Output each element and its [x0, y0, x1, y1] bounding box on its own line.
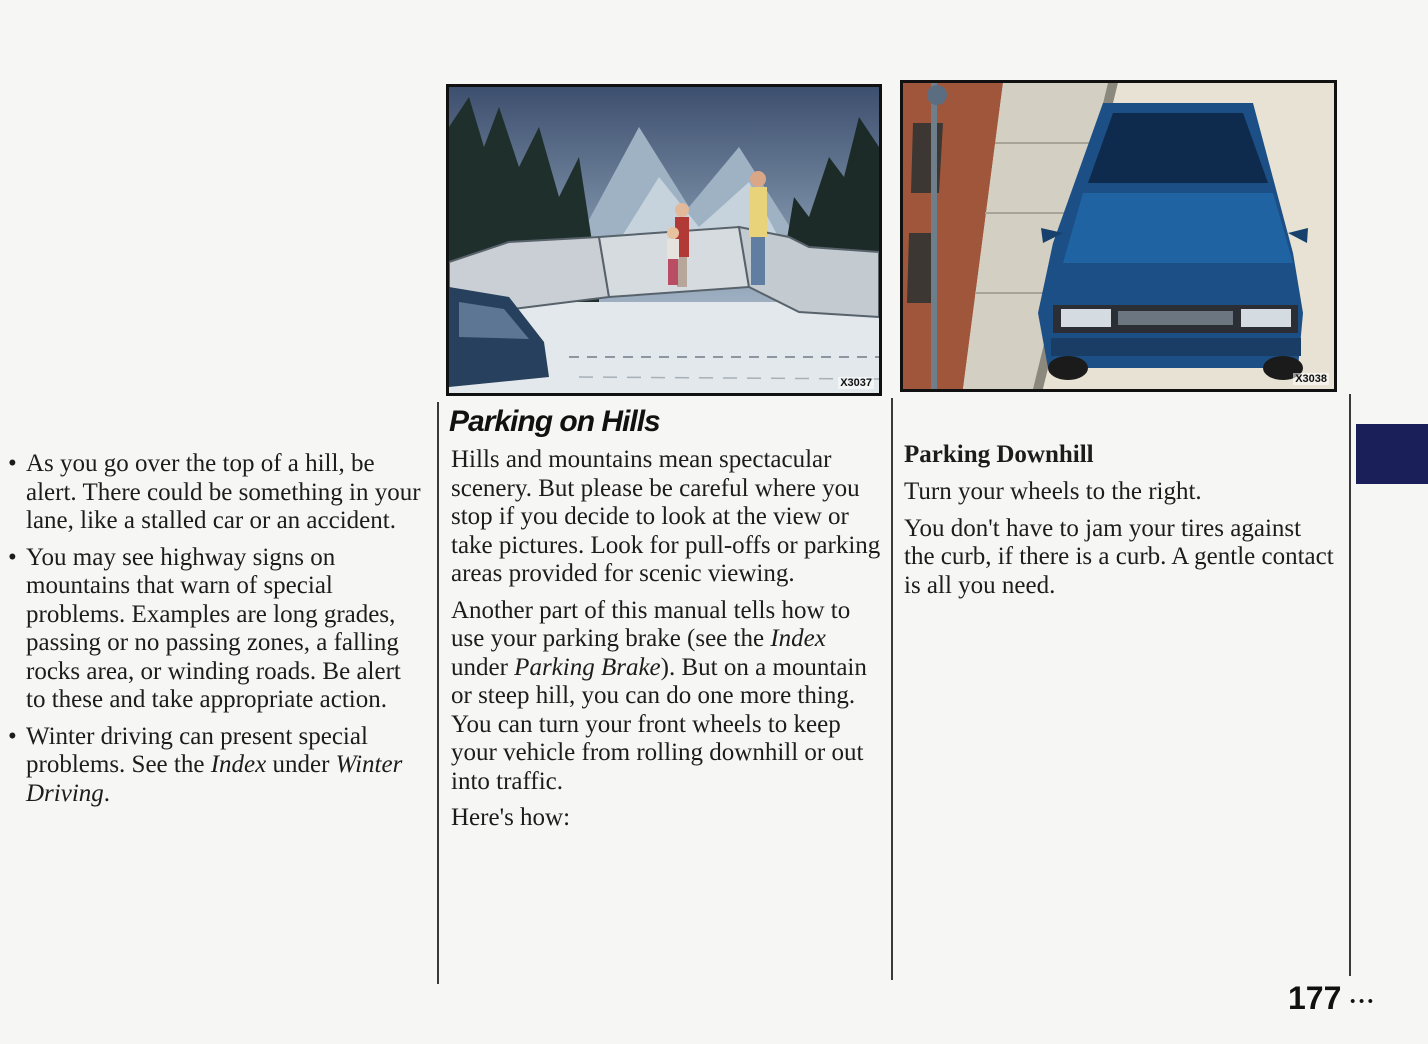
right-column-text: [904, 440, 1336, 608]
paragraph-text: Another part of this manual tells how to use your parking brake (see the: [451, 596, 851, 652]
paragraph: Hills and mountains mean spectacular scenery. But please be careful where you stop if you decide to look at the view or take pictures. Look for pull-offs or parking areas provided for scenic viewing.: [451, 446, 881, 587]
list-item-text: .: [103, 779, 111, 807]
column-divider-left: [437, 402, 439, 984]
scenic-overlook-illustration: [446, 84, 882, 396]
list-item: [6, 544, 421, 715]
figure-code-left: X3037: [840, 377, 872, 389]
figure-code-right: X3038: [1295, 373, 1327, 385]
paragraph-text: ). But on a mountain or steep hill, you can do one more thing. You can turn your front wheels to keep your vehicle from rolling downhill or out into traffic.: [451, 653, 867, 795]
list-item-text: You may see highway signs on mountains that warn of special problems. Examples are long grades, passing or no passing zones, a falling rocks area, or winding roads. Be alert to these and take appropriate action.: [26, 543, 401, 713]
bullet-icon: •: [8, 722, 17, 750]
bullet-icon: •: [8, 450, 17, 477]
winter-driving-reference: Winter Driving: [26, 751, 403, 807]
parking-brake-reference: Parking Brake: [514, 653, 661, 681]
page-number-value: 177: [1288, 980, 1342, 1016]
index-reference: Index: [210, 751, 267, 778]
list-item-text: under: [266, 751, 336, 778]
hill-driving-tips-list: [6, 450, 421, 816]
subheading: Parking Downhill: [904, 441, 1094, 468]
paragraph: Here's how:: [451, 804, 571, 831]
column-divider-middle: [891, 398, 893, 980]
paragraph: Turn your wheels to the right.: [904, 478, 1202, 505]
paragraph: [451, 597, 883, 797]
page-number-dots: • • •: [1350, 992, 1373, 1009]
list-item: [6, 450, 421, 536]
paragraph-text: under: [451, 653, 515, 681]
list-item: [6, 723, 421, 809]
section-tab-marker: [1356, 424, 1428, 484]
section-heading: Parking on Hills: [449, 405, 660, 438]
bullet-icon: •: [8, 543, 17, 571]
car-parked-downhill-illustration: [900, 80, 1337, 392]
list-item-text: As you go over the top of a hill, be alert. There could be something in your lane, like a stalled car or an accident.: [26, 450, 421, 534]
page-number: [1288, 980, 1373, 1017]
index-reference: Index: [770, 625, 826, 652]
middle-column-text: [451, 446, 883, 841]
paragraph: You don't have to jam your tires against the curb, if there is a curb. A gentle contact is all you need.: [904, 514, 1334, 599]
list-item-text: Winter driving can present special problems. See the: [26, 722, 368, 778]
column-divider-right: [1349, 394, 1351, 976]
